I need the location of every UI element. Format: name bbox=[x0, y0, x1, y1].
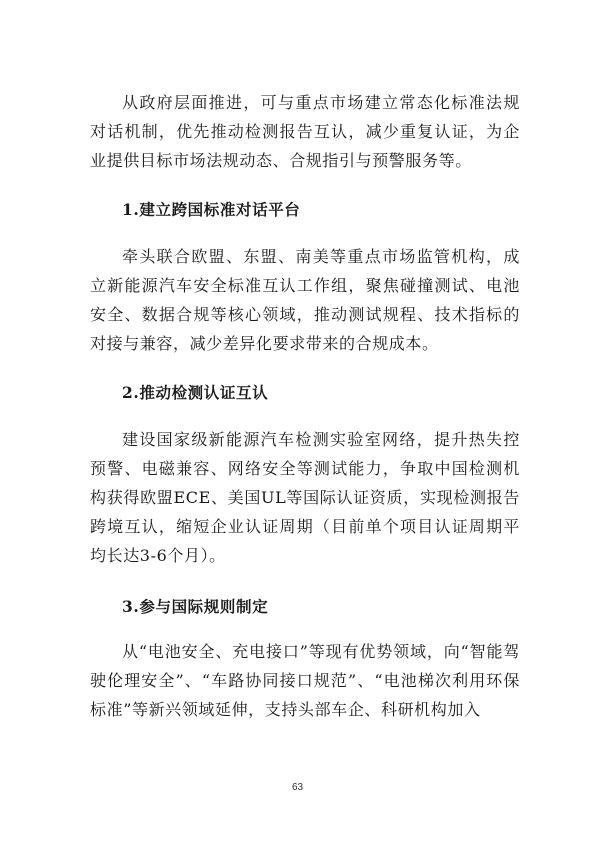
section-3-heading: 3.参与国际规则制定 bbox=[122, 597, 269, 616]
section-2-heading: 2.推动检测认证互认 bbox=[122, 383, 269, 402]
section-1-paragraph: 牵头联合欧盟、东盟、南美等重点市场监管机构，成立新能源汽车安全标准互认工作组，聚焦碰撞测试、电池安全、数据合规等核心领域，推动测试规程、技术指标的对接与兼容，减少差异化要求带来的合规成本。 bbox=[90, 247, 520, 353]
intro-paragraph: 从政府层面推进，可与重点市场建立常态化标准法规对话机制，优先推动检测报告互认，减少重复认证，为企业提供目标市场法规动态、合规指引与预警服务等。 bbox=[90, 93, 520, 170]
section-2-paragraph: 建设国家级新能源汽车检测实验室网络，提升热失控预警、电磁兼容、网络安全等测试能力，争取中国检测机构获得欧盟ECE、美国UL等国际认证资质，实现检测报告跨境互认，缩短企业认证周期（目前单个项目认证周期平均长达3-6个月）。 bbox=[90, 430, 520, 565]
page-number: 63 bbox=[291, 782, 304, 793]
section-3-paragraph: 从“电池安全、充电接口”等现有优势领域，向“智能驾驶伦理安全”、“车路协同接口规范”、“电池梯次利用环保标准”等新兴领域延伸，支持头部车企、科研机构加入 bbox=[90, 642, 520, 719]
section-1-heading: 1.建立跨国标准对话平台 bbox=[122, 200, 301, 219]
